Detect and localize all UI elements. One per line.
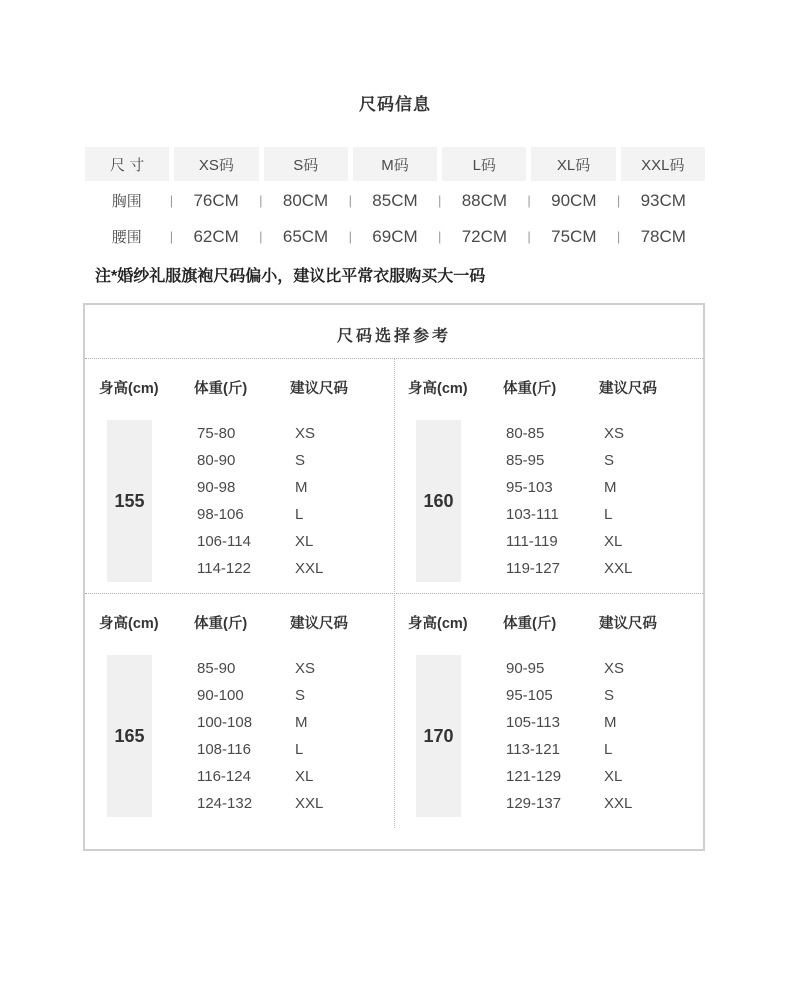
- quadrant-body: [99, 655, 394, 817]
- size-table-header-row: [85, 147, 705, 181]
- cell-separator: |: [527, 229, 531, 244]
- weight-range: 105-113: [506, 714, 560, 731]
- weight-range: 95-103: [506, 479, 553, 496]
- weight-range: 98-106: [197, 506, 244, 523]
- header-height: 身高(cm): [408, 616, 468, 632]
- cell-separator: |: [169, 193, 174, 208]
- table-cell: 65CM: [282, 226, 329, 246]
- table-cell: 72CM: [461, 226, 508, 246]
- quadrant-body: [408, 655, 703, 817]
- weight-range: 85-95: [506, 452, 545, 469]
- header-size: 建议尺码: [290, 616, 348, 632]
- row-label: 胸围: [111, 193, 142, 210]
- weight-range: 108-116: [197, 741, 251, 758]
- suggested-size: M: [604, 479, 617, 496]
- table-cell: 88CM: [461, 190, 508, 210]
- size-row: [197, 655, 323, 682]
- suggested-size: XL: [295, 533, 314, 550]
- weight-range: 103-111: [506, 506, 559, 523]
- height-block: 170: [416, 655, 461, 817]
- header-weight: 体重(斤): [194, 381, 248, 397]
- size-table-row-waist: [85, 220, 705, 253]
- cell-separator: |: [616, 193, 621, 208]
- weight-range: 75-80: [197, 425, 236, 442]
- quadrant-170: [394, 594, 703, 828]
- suggested-size: XS: [604, 425, 625, 442]
- size-table-header-cell: XL码: [531, 147, 615, 181]
- header-height: 身高(cm): [408, 381, 468, 397]
- size-note: 注*婚纱礼服旗袍尺码偏小，建议比平常衣服购买大一码: [95, 268, 486, 285]
- weight-range: 129-137: [506, 795, 562, 812]
- size-row: [197, 682, 323, 709]
- cell-separator: |: [259, 229, 263, 244]
- suggested-size: XXL: [604, 795, 633, 812]
- suggested-size: S: [604, 687, 615, 704]
- quadrant-headers: [408, 377, 703, 398]
- weight-range: 85-90: [197, 660, 236, 677]
- weight-range: 80-85: [506, 425, 545, 442]
- size-row: [506, 655, 632, 682]
- page-title: 尺码信息: [359, 95, 431, 114]
- cell-separator: |: [259, 193, 263, 208]
- suggested-size: L: [604, 741, 613, 758]
- size-table-row-chest: [85, 184, 705, 217]
- suggested-size: L: [295, 506, 304, 523]
- size-row: [506, 763, 632, 790]
- size-row: [197, 501, 323, 528]
- suggested-size: XXL: [295, 795, 324, 812]
- size-table-header-cell: 尺 寸: [85, 147, 169, 181]
- quadrant-rows: [506, 655, 632, 817]
- quadrant-165: [85, 594, 394, 828]
- suggested-size: L: [295, 741, 304, 758]
- size-row: [506, 501, 632, 528]
- cell-separator: |: [616, 229, 621, 244]
- suggested-size: XL: [295, 768, 314, 785]
- header-height: 身高(cm): [99, 616, 159, 632]
- table-cell: 76CM: [193, 190, 239, 210]
- size-row: [197, 763, 323, 790]
- suggested-size: S: [604, 452, 615, 469]
- header-size: 建议尺码: [290, 381, 348, 397]
- quadrant-body: [99, 420, 394, 582]
- size-reference-box: [83, 303, 705, 851]
- cell-separator: |: [348, 229, 352, 244]
- table-cell: 62CM: [193, 226, 239, 246]
- table-cell: 75CM: [551, 226, 597, 246]
- suggested-size: S: [295, 687, 306, 704]
- size-table-header-cell: XXL码: [621, 147, 705, 181]
- size-row: [506, 709, 632, 736]
- height-block: 160: [416, 420, 461, 582]
- quadrant-headers: [408, 612, 703, 633]
- quadrant-headers: [99, 612, 394, 633]
- quadrant-160: [394, 359, 703, 593]
- height-block: 155: [107, 420, 152, 582]
- size-row: [506, 420, 632, 447]
- table-cell: 78CM: [640, 226, 686, 246]
- size-table-header-cell: L码: [442, 147, 526, 181]
- cell-separator: |: [437, 193, 442, 208]
- table-cell: 90CM: [551, 190, 597, 210]
- row-label: 腰围: [111, 229, 142, 246]
- quadrant-body: [408, 420, 703, 582]
- size-row: [506, 790, 632, 817]
- quadrant-155: [85, 359, 394, 593]
- size-row: [506, 736, 632, 763]
- size-table-header-cell: XS码: [174, 147, 258, 181]
- weight-range: 80-90: [197, 452, 236, 469]
- suggested-size: M: [604, 714, 617, 731]
- header-height: 身高(cm): [99, 381, 159, 397]
- cell-separator: |: [527, 193, 531, 208]
- size-row: [506, 528, 632, 555]
- quadrant-rows: [197, 655, 323, 817]
- table-cell: 80CM: [282, 190, 329, 210]
- weight-range: 116-124: [197, 768, 251, 785]
- size-row: [197, 709, 323, 736]
- reference-sections: [85, 359, 703, 828]
- cell-separator: |: [169, 229, 174, 244]
- size-row: [197, 528, 323, 555]
- size-table-header-cell: M码: [353, 147, 437, 181]
- size-row: [197, 420, 323, 447]
- header-size: 建议尺码: [599, 381, 657, 397]
- weight-range: 106-114: [197, 533, 251, 550]
- size-table: [85, 147, 705, 286]
- suggested-size: XL: [604, 533, 623, 550]
- cell-separator: |: [348, 193, 352, 208]
- suggested-size: XXL: [295, 560, 324, 577]
- suggested-size: XS: [604, 660, 625, 677]
- dotted-vertical-divider: [394, 359, 395, 828]
- reference-title: 尺码选择参考: [336, 328, 451, 345]
- table-cell: 69CM: [372, 226, 418, 246]
- size-row: [506, 682, 632, 709]
- suggested-size: XL: [604, 768, 623, 785]
- suggested-size: L: [604, 506, 613, 523]
- header-weight: 体重(斤): [194, 616, 248, 632]
- quadrant-rows: [197, 420, 323, 582]
- weight-range: 90-100: [197, 687, 244, 704]
- weight-range: 100-108: [197, 714, 253, 731]
- suggested-size: XXL: [604, 560, 633, 577]
- table-cell: 93CM: [640, 190, 686, 210]
- suggested-size: XS: [295, 660, 316, 677]
- header-size: 建议尺码: [599, 616, 657, 632]
- weight-range: 124-132: [197, 795, 253, 812]
- weight-range: 90-95: [506, 660, 545, 677]
- weight-range: 113-121: [506, 741, 560, 758]
- header-weight: 体重(斤): [503, 381, 557, 397]
- size-row: [197, 736, 323, 763]
- size-row: [197, 790, 323, 817]
- quadrant-rows: [506, 420, 632, 582]
- suggested-size: S: [295, 452, 306, 469]
- weight-range: 119-127: [506, 560, 560, 577]
- size-row: [197, 474, 323, 501]
- size-row: [197, 555, 323, 582]
- weight-range: 121-129: [506, 768, 562, 785]
- size-row: [506, 447, 632, 474]
- suggested-size: M: [295, 479, 308, 496]
- header-weight: 体重(斤): [503, 616, 557, 632]
- weight-range: 90-98: [197, 479, 236, 496]
- weight-range: 114-122: [197, 560, 251, 577]
- weight-range: 111-119: [506, 533, 558, 550]
- cell-separator: |: [437, 229, 442, 244]
- suggested-size: M: [295, 714, 308, 731]
- size-table-header-cell: S码: [264, 147, 348, 181]
- height-block: 165: [107, 655, 152, 817]
- size-row: [506, 474, 632, 501]
- table-cell: 85CM: [372, 190, 418, 210]
- size-row: [506, 555, 632, 582]
- size-row: [197, 447, 323, 474]
- suggested-size: XS: [295, 425, 316, 442]
- weight-range: 95-105: [506, 687, 553, 704]
- quadrant-headers: [99, 377, 394, 398]
